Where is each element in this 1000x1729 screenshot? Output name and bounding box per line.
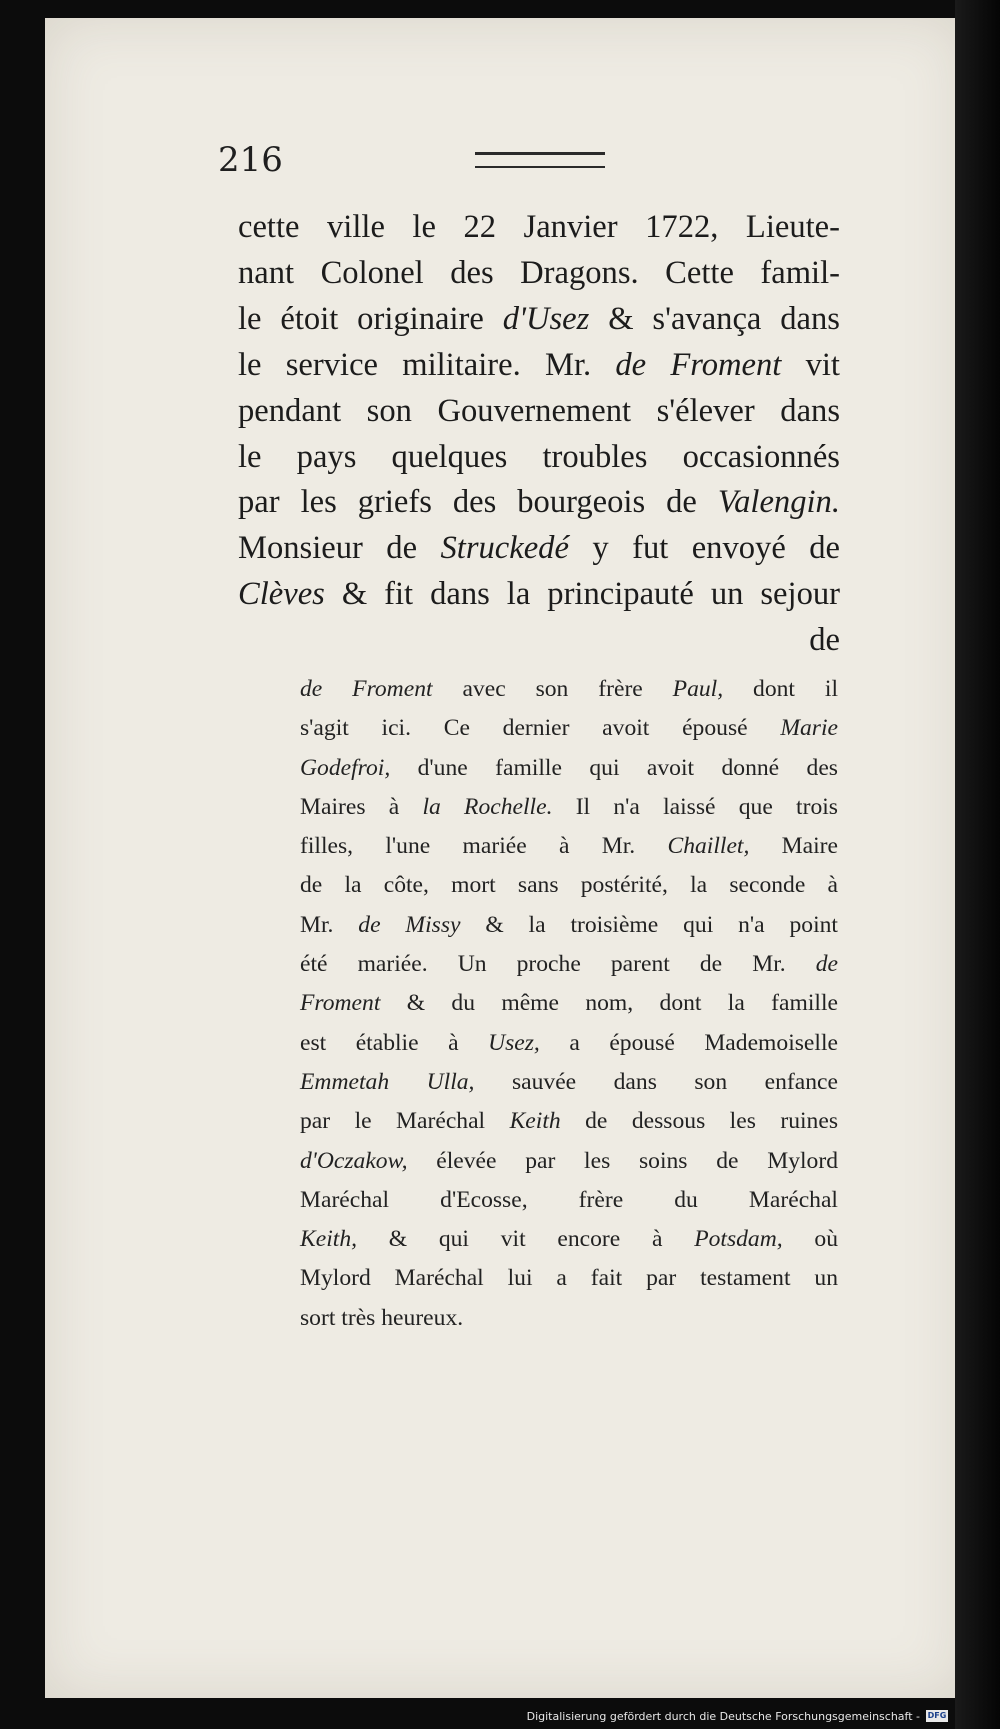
italic-text-run: d'Usez xyxy=(502,300,590,337)
text-run: d'une famille qui avoit donné des xyxy=(390,754,838,781)
italic-text-run: Keith xyxy=(509,1108,561,1135)
text-run: & fit dans la principauté un sejour xyxy=(324,576,840,613)
italic-text-run: de xyxy=(815,951,838,978)
digitization-credit: Digitalisierung gefördert durch die Deutsche Forschungsgemeinschaft - xyxy=(526,1710,920,1723)
text-line xyxy=(238,343,840,389)
footnote-line xyxy=(300,1259,838,1298)
text-run: élevée par les soins de Mylord xyxy=(407,1147,838,1174)
page-number: 216 xyxy=(218,140,283,180)
text-run: été mariée. Un proche parent de Mr. xyxy=(300,951,816,978)
text-run: pendant son Gouvernement s'élever dans xyxy=(238,392,840,429)
text-run: s'agit ici. Ce dernier avoit épousé xyxy=(300,715,781,742)
italic-text-run: Emmetah Ulla, xyxy=(300,1068,475,1095)
text-run: où xyxy=(782,1226,839,1253)
footnote-line xyxy=(300,1220,838,1259)
footnote-line xyxy=(300,1063,838,1102)
text-run: Maréchal d'Ecosse, frère du Maréchal xyxy=(300,1186,838,1213)
footnote-line xyxy=(300,1024,838,1063)
footnote-line xyxy=(300,788,838,827)
text-line xyxy=(238,435,840,481)
text-run: nant Colonel des Dragons. Cette famil- xyxy=(238,254,840,291)
text-run: Maire xyxy=(749,833,838,860)
text-run: de xyxy=(809,622,840,659)
footnote-line xyxy=(300,827,838,866)
text-run: sauvée dans son enfance xyxy=(474,1068,838,1095)
text-line xyxy=(238,205,840,251)
footnote-block xyxy=(300,670,838,1338)
text-run: sort très heureux. xyxy=(300,1304,464,1331)
footnote-line xyxy=(300,945,838,984)
italic-text-run: de Missy xyxy=(358,911,461,938)
italic-text-run: Potsdam, xyxy=(694,1226,783,1253)
text-run: de dessous les ruines xyxy=(560,1108,838,1135)
text-line xyxy=(238,297,840,343)
text-run: Mr. xyxy=(300,911,359,938)
text-run: par le Maréchal xyxy=(300,1108,510,1135)
italic-text-run: Usez, xyxy=(488,1029,540,1056)
footnote-line xyxy=(300,1142,838,1181)
text-run: Monsieur de xyxy=(238,530,441,567)
footnote-line xyxy=(300,709,838,748)
footnote-line xyxy=(300,1102,838,1141)
footnote-line xyxy=(300,1181,838,1220)
text-run: le service militaire. Mr. xyxy=(238,346,616,383)
text-line xyxy=(238,389,840,435)
main-text-block xyxy=(238,205,840,664)
italic-text-run: Froment xyxy=(300,990,381,1017)
text-run: Il n'a laissé que trois xyxy=(552,793,838,820)
dfg-logo: DFG xyxy=(927,1711,947,1720)
text-run: le étoit originaire xyxy=(238,300,503,337)
italic-text-run: de Froment xyxy=(300,676,433,702)
text-line xyxy=(238,526,840,572)
text-run: vit xyxy=(781,346,840,383)
footnote-line xyxy=(300,984,838,1023)
italic-text-run: Godefroi, xyxy=(300,754,391,781)
text-run: dont il xyxy=(723,676,838,702)
header-rule xyxy=(475,152,605,168)
text-run: le pays quelques troubles occasionnés xyxy=(238,438,840,475)
text-run: de la côte, mort sans postérité, la seconde à xyxy=(300,872,838,899)
text-run: & s'avança dans xyxy=(589,300,840,337)
footnote-line xyxy=(300,1299,838,1338)
italic-text-run: Chaillet, xyxy=(667,833,750,860)
text-run: par les griefs des bourgeois de xyxy=(238,484,718,521)
text-run: Mylord Maréchal lui a fait par testament un xyxy=(300,1265,838,1292)
italic-text-run: la Rochelle. xyxy=(422,793,553,820)
text-run: a épousé Mademoiselle xyxy=(539,1029,838,1056)
italic-text-run: Valengin. xyxy=(717,484,840,521)
text-run: y fut envoyé de xyxy=(568,530,840,567)
text-run: Maires à xyxy=(300,793,423,820)
italic-text-run: Keith, xyxy=(300,1226,358,1253)
text-run: cette ville le 22 Janvier 1722, Lieute- xyxy=(238,209,840,245)
text-run: avec son frère xyxy=(432,676,673,702)
text-run: filles, l'une mariée à Mr. xyxy=(300,833,668,860)
footnote-line xyxy=(300,906,838,945)
text-line xyxy=(238,251,840,297)
italic-text-run: Paul, xyxy=(672,676,724,702)
book-binding-edge xyxy=(955,0,1000,1729)
text-line xyxy=(238,572,840,618)
text-run: & du même nom, dont la famille xyxy=(380,990,838,1017)
text-line xyxy=(238,618,840,664)
text-run: & qui vit encore à xyxy=(357,1226,695,1253)
footnote-line xyxy=(300,749,838,788)
text-line xyxy=(238,480,840,526)
text-run: est établie à xyxy=(300,1029,489,1056)
footnote-line xyxy=(300,866,838,905)
italic-text-run: d'Oczakow, xyxy=(300,1147,408,1174)
footnote-line xyxy=(300,670,838,709)
text-run: & la troisième qui n'a point xyxy=(460,911,838,938)
italic-text-run: Marie xyxy=(780,715,838,742)
italic-text-run: Struckedé xyxy=(440,530,569,567)
italic-text-run: Clèves xyxy=(238,576,325,613)
italic-text-run: de Froment xyxy=(615,346,782,383)
